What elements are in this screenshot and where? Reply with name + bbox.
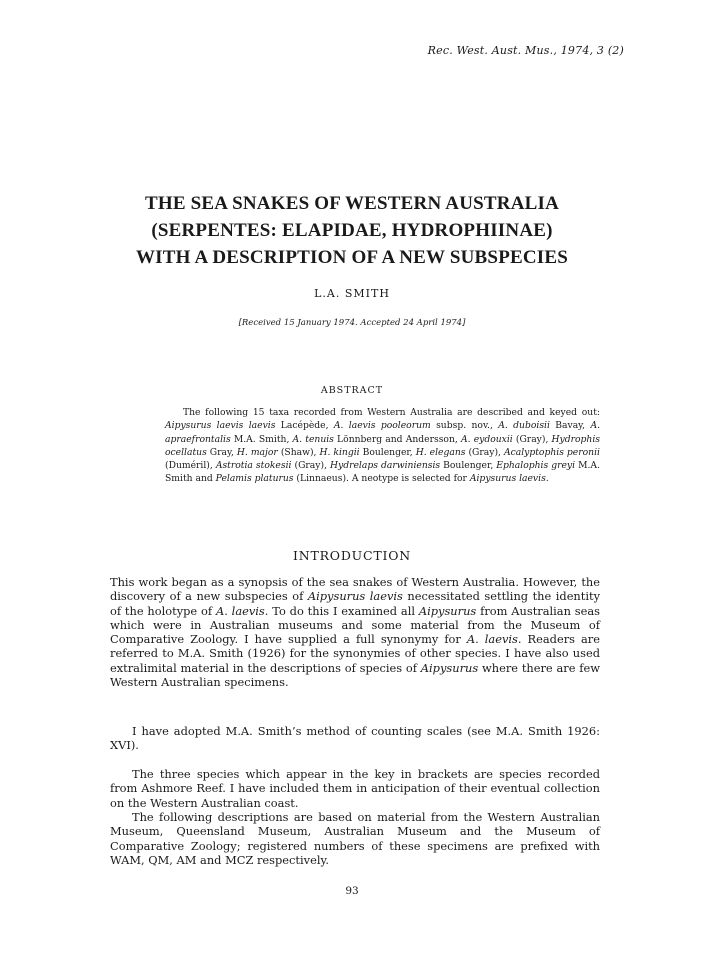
italic-taxon: A. laevis pooleorum — [333, 420, 431, 432]
italic-taxon: Hydrophis ocellatus — [165, 433, 601, 458]
italic-taxon: Ephalophis greyi — [496, 460, 576, 472]
italic-taxon: H. elegans — [415, 446, 466, 458]
italic-taxon: Aipysurus — [418, 603, 477, 618]
introduction-heading: INTRODUCTION — [292, 548, 412, 563]
author-name: L.A. SMITH — [314, 287, 390, 300]
title-line: THE SEA SNAKES OF WESTERN AUSTRALIA — [144, 193, 560, 214]
title-line: WITH A DESCRIPTION OF A NEW SUBSPECIES — [135, 247, 569, 268]
italic-taxon: A. laevis — [215, 603, 265, 618]
italic-taxon: A. laevis — [466, 632, 518, 647]
journal-reference: Rec. West. Aust. Mus., 1974, 3 (2) — [427, 44, 624, 57]
italic-taxon: Acalyptophis peronii — [503, 446, 600, 458]
article-title — [0, 190, 704, 271]
italic-taxon: A. duboisii — [498, 420, 550, 432]
abstract-heading: ABSTRACT — [320, 385, 384, 396]
italic-taxon: Aipysurus laevis — [469, 473, 546, 485]
intro-paragraph-4: The following descriptions are based on material from the Western Australian Museum, Queensland Museum, Australian Museum and the Museum of Comparative Zoology; registered numbers of these specimens are prefixed with WAM, QM, AM and MCZ respectively. — [110, 810, 600, 867]
italic-taxon: Aipysurus laevis laevis — [165, 420, 276, 432]
received-accepted-dates: [Received 15 January 1974. Accepted 24 April 1974] — [238, 318, 466, 328]
intro-paragraph-1: This work began as a synopsis of the sea snakes of Western Australia. However, the discovery of a new subspecies of Aipysurus laevis necessitated settling the identity of the holotype of A. laevis. To do this I examined all Aipysurus from Australian seas which were in Australian museums and some material from the Museum of Comparative Zoology. I have supplied a full synonymy for A. laevis. Readers are referred to M.A. Smith (1926) for the synonymies of other species. I have also used extralimital material in the descriptions of species of Aipysurus where there are few Western Australian specimens. — [110, 575, 601, 690]
italic-taxon: Pelamis platurus — [215, 473, 294, 485]
italic-taxon: H. major — [236, 446, 278, 458]
italic-taxon: Aipysurus — [420, 660, 479, 675]
title-line: (SERPENTES: ELAPIDAE, HYDROPHIINAE) — [151, 220, 553, 241]
italic-taxon: H. kingii — [319, 446, 360, 458]
italic-taxon: Hydrelaps darwiniensis — [330, 460, 441, 472]
italic-taxon: A. apraefrontalis — [165, 420, 600, 445]
intro-paragraph-3: The three species which appear in the key in brackets are species recorded from Ashmore Reef. I have included them in anticipation of their eventual collection on the Western Australian coast. — [110, 767, 600, 810]
italic-taxon: A. eydouxii — [460, 433, 513, 445]
intro-paragraph-2: I have adopted M.A. Smith’s method of counting scales (see M.A. Smith 1926: XVI). — [110, 724, 600, 753]
abstract-text: The following 15 taxa recorded from Western Australia are described and keyed out: Aipysurus laevis laevis Lacépède, A. laevis pooleorum subsp. nov., A. duboisii Bavay, A. apraefrontalis M.A. Smith, A. tenuis Lönnberg and Andersson, A. eydouxii (Gray), Hydrophis ocellatus Gray, H. major (Shaw), H. kingii Boulenger, H. elegans (Gray), Acalyptophis peronii (Duméril), Astrotia stokesii (Gray), Hydrelaps darwiniensis Boulenger, Ephalophis greyi M.A. Smith and Pelamis platurus (Linnaeus). A neotype is selected for Aipysurus laevis. — [165, 407, 601, 485]
italic-taxon: Astrotia stokesii — [215, 460, 292, 472]
italic-taxon: A. tenuis — [292, 433, 334, 445]
page-number: 93 — [345, 885, 359, 897]
italic-taxon: Aipysurus laevis — [307, 589, 403, 604]
